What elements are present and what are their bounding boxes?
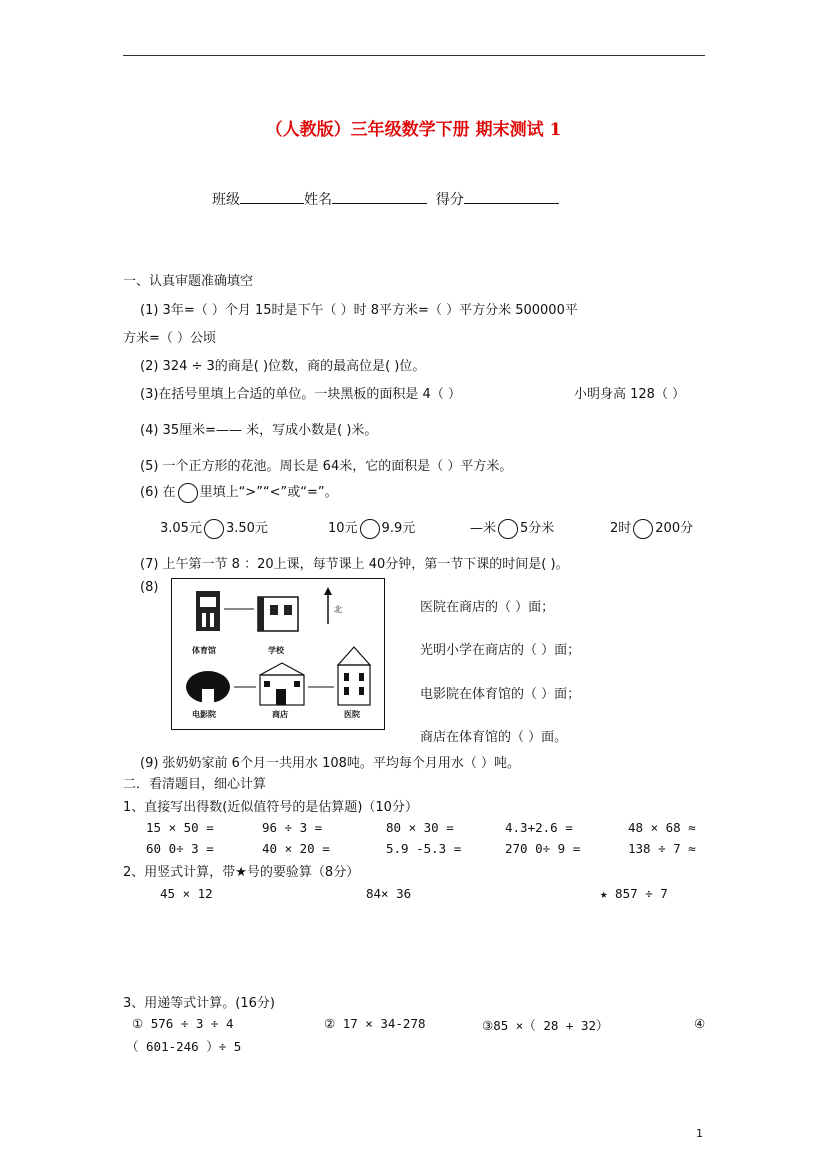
calc-1-2: 96 ÷ 3 = [262, 820, 323, 835]
question-6: (6) 在 里填上“>”“<”或“=”。 [140, 481, 338, 503]
question-8-label: (8) [140, 580, 159, 595]
calc-2-3: 5.9 -5.3 = [386, 841, 462, 856]
north-label: 北 [334, 605, 342, 614]
calc-2-1: 60 0÷ 3 = [146, 841, 214, 856]
section2-heading: 二．看清题目，细心计算 [123, 777, 267, 792]
gym-label: 体育馆 [192, 646, 216, 655]
gym-building-icon [196, 591, 220, 631]
shop-label: 商店 [272, 710, 288, 719]
q8-answer-4: 商店在体育馆的（ ）面。 [420, 730, 568, 745]
q8-answer-1: 医院在商店的（ ）面； [420, 600, 555, 615]
question-5: (5) 一个正方形的花池。周长是 64米，它的面积是（ ）平方米。 [140, 459, 513, 474]
stepwise-calc-1: ① 576 ÷ 3 ÷ 4 [132, 1016, 234, 1031]
name-blank[interactable] [332, 189, 427, 204]
hospital-building-icon [338, 647, 370, 705]
part1-heading: 1、直接写出得数(近似值符号的是估算题)（10分） [123, 800, 418, 815]
student-info-line [212, 189, 559, 209]
question-7: (7) 上午第一节 8 ：20上课，每节课上 40分钟，第一节下课的时间是( )。 [140, 557, 569, 572]
north-arrow-icon [324, 587, 332, 624]
page-title: （人教版）三年级数学下册 期末测试 1 [265, 120, 562, 140]
header-rule [123, 55, 705, 56]
compare-item-2: 10元 9.9元 [328, 517, 415, 539]
calc-2-5: 138 ÷ 7 ≈ [628, 841, 696, 856]
school-building-icon [258, 597, 298, 631]
name-label: 姓名 [304, 192, 332, 208]
compare-item-1: 3.05元 3.50元 [160, 517, 268, 539]
compare-circle-icon [178, 483, 198, 503]
vertical-calc-2: 84× 36 [366, 886, 412, 901]
map-figure [171, 578, 385, 730]
class-label: 班级 [212, 192, 240, 208]
question-3a: (3)在括号里填上合适的单位。一块黑板的面积是 4（ ） [140, 387, 461, 402]
page-number: 1 [696, 1127, 703, 1140]
compare-circle-icon[interactable] [204, 519, 224, 539]
score-label: 得分 [435, 192, 464, 208]
compare-item-4: 2时 200分 [610, 517, 693, 539]
score-blank[interactable] [464, 189, 559, 204]
question-1-line1: (1) 3年=（ ）个月 15时是下午（ ）时 8平方米=（ ）平方分米 500000平 [140, 303, 578, 318]
stepwise-calc-4-label: ④ [694, 1016, 706, 1031]
part2-heading: 2、用竖式计算，带★号的要验算（8分） [123, 865, 360, 880]
q8-answer-3: 电影院在体育馆的（ ）面； [420, 687, 581, 702]
stepwise-calc-4: （ 601-246 ）÷ 5 [126, 1039, 242, 1054]
calc-1-5: 48 × 68 ≈ [628, 820, 696, 835]
question-2: (2) 324 ÷ 3的商是( )位数，商的最高位是( )位。 [140, 359, 426, 374]
q8-answer-2: 光明小学在商店的（ ）面； [420, 643, 581, 658]
question-4: (4) 35厘米=—— 米，写成小数是( )米。 [140, 423, 378, 438]
hospital-label: 医院 [344, 710, 360, 719]
vertical-calc-1: 45 × 12 [160, 886, 213, 901]
calc-2-4: 270 0÷ 9 = [505, 841, 581, 856]
question-3b: 小明身高 128（ ） [574, 387, 686, 402]
part3-heading: 3、用递等式计算。(16分) [123, 996, 275, 1011]
compare-circle-icon[interactable] [498, 519, 518, 539]
section1-heading: 一、认真审题准确填空 [123, 274, 254, 289]
stepwise-calc-3: ③85 ×（ 28 + 32） [482, 1018, 609, 1033]
calc-1-3: 80 × 30 = [386, 820, 454, 835]
calc-2-2: 40 × 20 = [262, 841, 330, 856]
stepwise-calc-2: ② 17 × 34-278 [324, 1016, 426, 1031]
vertical-calc-3: ★ 857 ÷ 7 [600, 886, 668, 901]
compare-circle-icon[interactable] [633, 519, 653, 539]
school-label: 学校 [268, 646, 284, 655]
calc-1-4: 4.3+2.6 = [505, 820, 573, 835]
cinema-label: 电影院 [192, 710, 216, 719]
compare-circle-icon[interactable] [360, 519, 380, 539]
question-9: (9) 张奶奶家前 6个月一共用水 108吨。平均每个月用水（ ）吨。 [140, 756, 521, 771]
compare-item-3: —米 5分米 [470, 517, 554, 539]
calc-1-1: 15 × 50 = [146, 820, 214, 835]
question-1-line2: 方米=（ ）公顷 [123, 331, 217, 346]
shop-building-icon [260, 663, 304, 705]
cinema-building-icon [186, 671, 230, 703]
class-blank[interactable] [240, 189, 304, 204]
